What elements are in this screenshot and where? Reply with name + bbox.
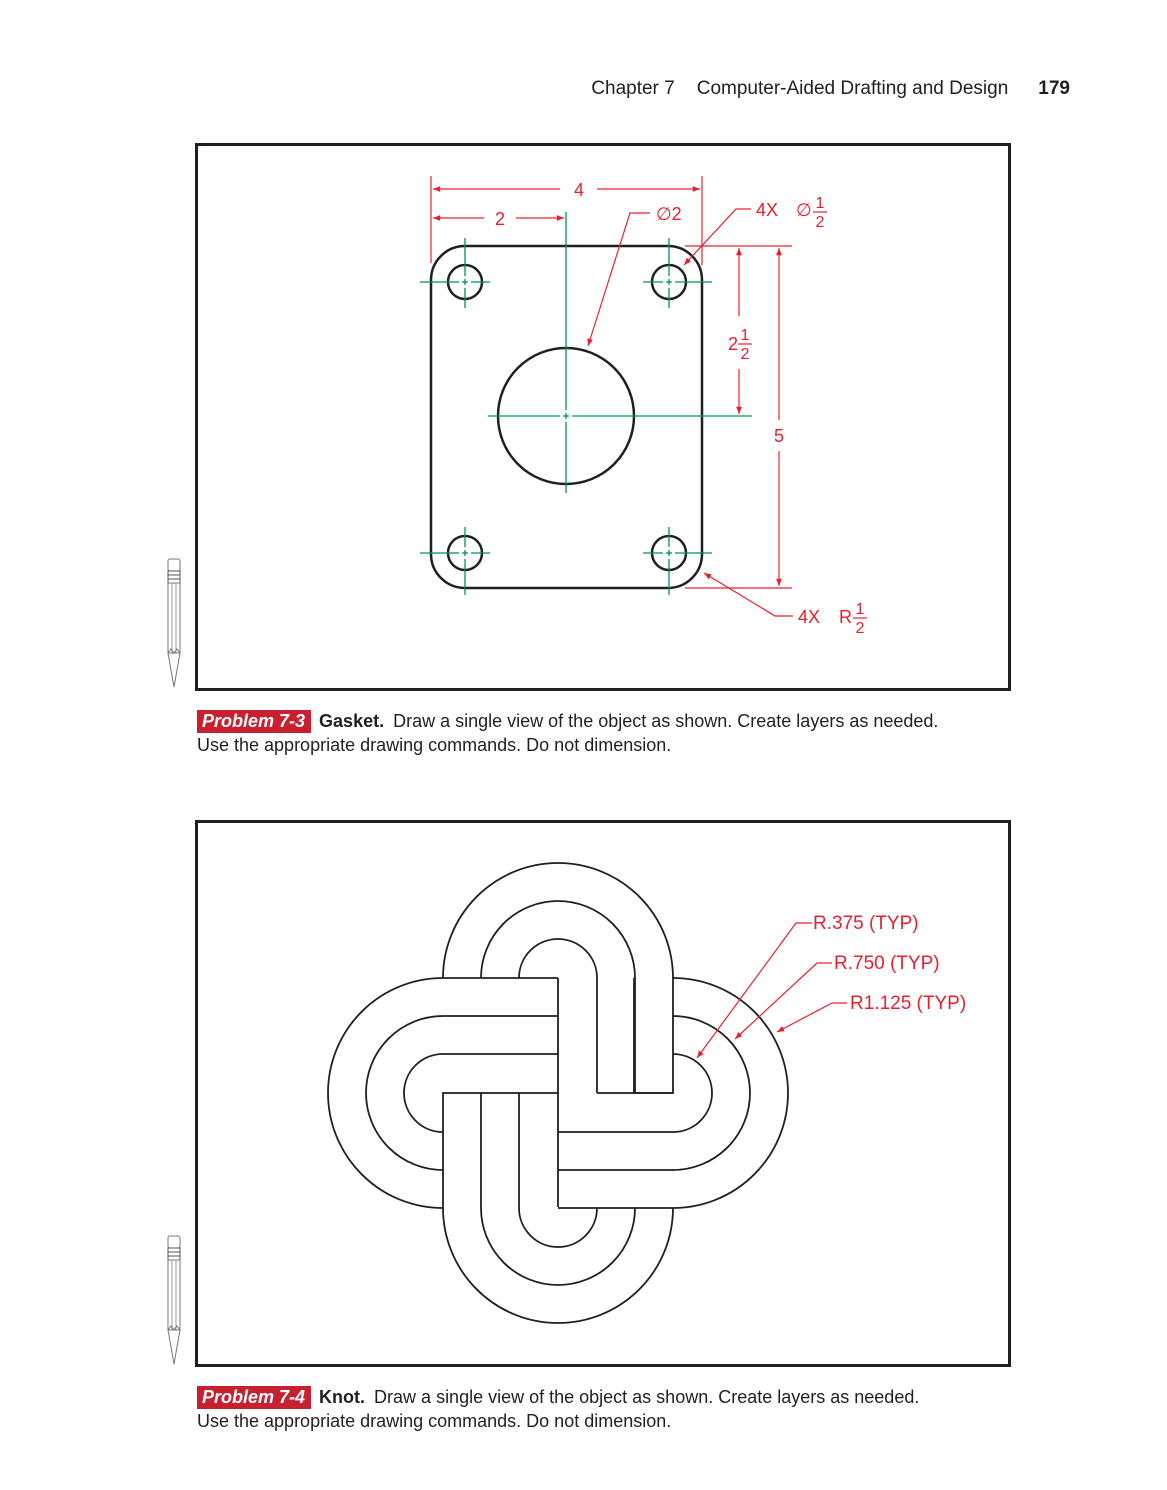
dimension-lines xyxy=(431,176,793,616)
problem-text-line2: Use the appropriate drawing commands. Do not dimension. xyxy=(197,735,672,755)
knot-outline xyxy=(328,863,788,1323)
caption-problem-7-3 xyxy=(197,709,1017,757)
dim-corner-radius-den: 2 xyxy=(855,620,865,637)
dim-hole-spacing-num: 1 xyxy=(740,327,750,344)
knot-drawing xyxy=(198,823,1014,1370)
dim-corner-count: 4X xyxy=(798,607,821,627)
dim-hole-count: 4X xyxy=(756,200,779,220)
problem-text-line2: Use the appropriate drawing commands. Do not dimension. xyxy=(197,1411,672,1431)
knot-leaders xyxy=(697,923,847,1058)
problem-text-line1: Draw a single view of the object as shown. Create layers as needed. xyxy=(393,711,939,731)
chapter-label: Chapter 7 xyxy=(591,78,675,99)
dim-half-width: 2 xyxy=(494,209,506,229)
dim-hole-spacing-whole: 2 xyxy=(728,334,739,354)
dim-overall-width: 4 xyxy=(573,180,585,200)
figure-gasket xyxy=(195,143,1011,691)
dim-overall-height: 5 xyxy=(773,426,785,446)
page-header xyxy=(0,78,1070,100)
figure-knot xyxy=(195,820,1011,1367)
dim-hole-spacing-den: 2 xyxy=(740,346,750,363)
dim-inner-radius: R.375 (TYP) xyxy=(813,913,919,934)
problem-badge: Problem 7-3 xyxy=(197,710,311,733)
bolt-holes xyxy=(448,265,686,570)
caption-problem-7-4 xyxy=(197,1385,1017,1433)
problem-badge: Problem 7-4 xyxy=(197,1386,311,1409)
dim-middle-radius: R.750 (TYP) xyxy=(834,953,940,974)
page-number: 179 xyxy=(1038,78,1070,99)
dim-corner-radius-num: 1 xyxy=(855,601,865,618)
gasket-drawing xyxy=(198,146,1014,694)
problem-text-line1: Draw a single view of the object as shown. Create layers as needed. xyxy=(374,1387,920,1407)
dim-hole-diameter-den: 2 xyxy=(815,214,825,231)
chapter-title: Computer-Aided Drafting and Design xyxy=(696,78,1009,99)
pencil-icon xyxy=(163,1234,185,1369)
pencil-icon xyxy=(163,557,185,692)
problem-name: Gasket. xyxy=(319,711,385,731)
problem-name: Knot. xyxy=(319,1387,366,1407)
dim-hole-diameter-symbol: ∅ xyxy=(796,200,812,220)
dim-hole-diameter-num: 1 xyxy=(815,195,825,212)
dim-corner-radius-prefix: R xyxy=(839,607,852,627)
dim-center-hole-diameter: ∅2 xyxy=(656,204,682,224)
dim-outer-radius: R1.125 (TYP) xyxy=(850,993,967,1014)
